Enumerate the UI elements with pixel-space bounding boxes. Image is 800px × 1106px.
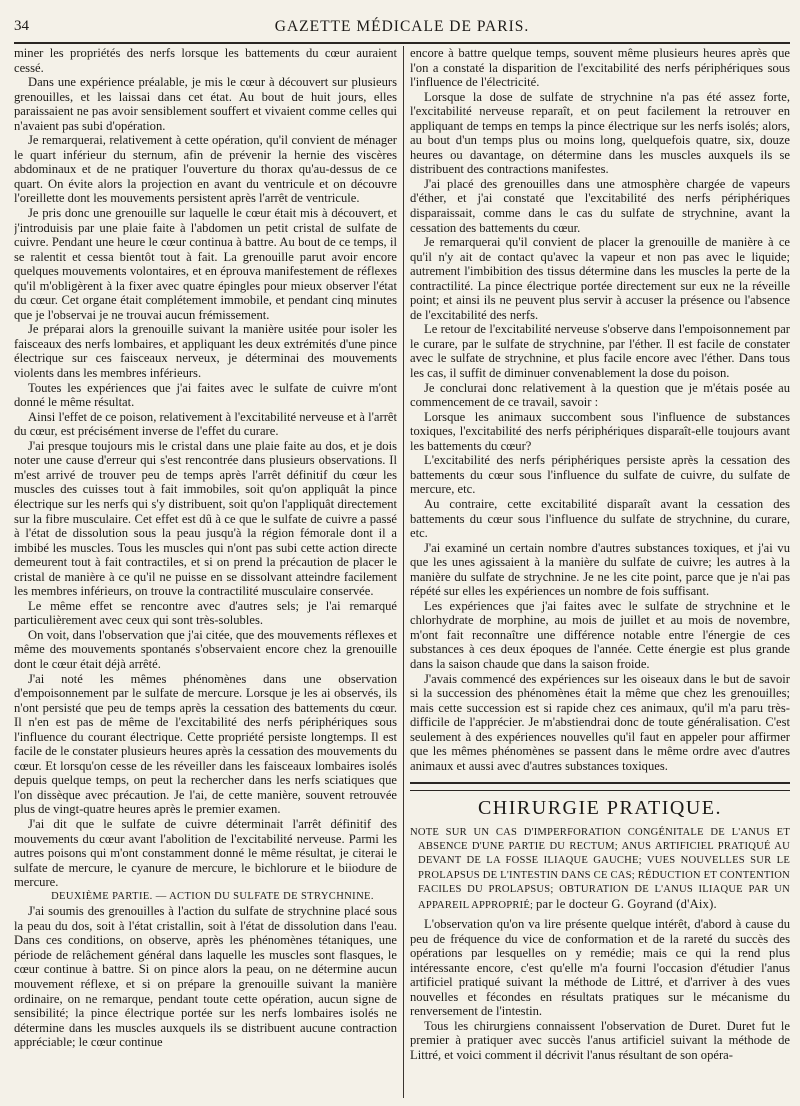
- paragraph: Je préparai alors la grenouille suivant la manière usitée pour isoler les faisceaux des nerfs lombaires, et appliquant les deux extrémités d'une pince électrique sur ces faisceaux nerveux, je déterminai des mouvements violents dans les membres inférieurs.: [14, 322, 397, 381]
- paragraph: Je conclurai donc relativement à la question que je m'étais posée au commencement de ce travail, savoir :: [410, 380, 790, 410]
- header-rule: [14, 42, 790, 44]
- paragraph: J'ai soumis des grenouilles à l'action du sulfate de strychnine placé sous la peau du dos, soit à l'état cristallin, soit à l'état de dissolution dans l'eau. Dans ces conditions, on observe, après les phénomènes tétaniques, une période de relâchement général dans laquelle les muscles sont flasques, le cœur continue à battre. Si on pince alors la peau, on ne détermine aucun mouvement réflexe, et si on prépare la grenouille suivant la manière ordinaire, on ne remarque, pendant toute cette opération, aucun signe de sensibilité; la pince électrique portée sur les nerfs lombaires isolés ne détermine dans les muscles auxquels ils se distribuent aucune contraction appréciable; le cœur continue: [14, 904, 397, 1050]
- paragraph: Je remarquerai qu'il convient de placer la grenouille de manière à ce qu'il n'y ait de contact qu'avec la vapeur et non pas avec le liquide; autrement l'imbibition des tissus détermine dans les muscles la perte de la contractilité. La pince électrique portée directement sur eux ne la réveille point; et ainsi ils ne peuvent plus servir à accuser la présence ou l'absence de l'excitabilité des nerfs.: [410, 235, 790, 322]
- section-rule-thin: [410, 790, 790, 791]
- paragraph: Ainsi l'effet de ce poison, relativement à l'excitabilité nerveuse et à l'arrêt du cœur, est précisément inverse de l'effet du curare.: [14, 409, 397, 439]
- right-column: [410, 46, 790, 1098]
- paragraph: J'ai presque toujours mis le cristal dans une plaie faite au dos, et je dois noter une cause d'erreur qui s'est rencontrée dans plusieurs observations. Il m'est arrivé de trouver peu de temps après l'arrêt définitif du cœur les muscles des cuisses tout à fait immobiles, soit qu'on appliquât la pince électrique sur les nerfs qui s'y distribuent, soit qu'on l'appliquât directement sur la fibre musculaire. Cet effet est dû à ce que le sulfate de cuivre a passé à l'état de dissolution sous la peau jusqu'à la région fémorale dont il a imbibé les muscles. Tous les muscles qui n'ont pas subi cette action directe demeurent tout à fait contractiles, et si on prend la précaution de placer le cristal de manière à ce qu'il ne puisse en se dissolvant atteindre facilement les membres inférieurs, on trouve la contractilité musculaire conservée.: [14, 438, 397, 599]
- paragraph: Au contraire, cette excitabilité disparaît avant la cessation des battements du cœur sous l'influence du sulfate de strychnine, du curare, etc.: [410, 496, 790, 541]
- paragraph: J'ai dit que le sulfate de cuivre déterminait l'arrêt définitif des mouvements du cœur avant l'abolition de l'excitabilité nerveuse. Parmi les autres poisons qui m'ont constamment donné le même résultat, je citerai le sulfate de mercure, le cyanure de mercure, le bichlorure et le biiodure de mercure.: [14, 816, 397, 890]
- paragraph: Lorsque les animaux succombent sous l'influence de substances toxiques, l'excitabilité des nerfs périphériques disparaît-elle toujours avant les battements du cœur?: [410, 409, 790, 453]
- section-rule: [410, 782, 790, 784]
- paragraph: Le même effet se rencontre avec d'autres sels; je l'ai remarqué particulièrement avec ceux qui sont très-solubles.: [14, 598, 397, 628]
- article-heading: [410, 826, 790, 913]
- page-number: 34: [14, 18, 29, 34]
- paragraph: Je pris donc une grenouille sur laquelle le cœur était mis à découvert, et j'introduisis par une plaie faite à l'abdomen un petit cristal de sulfate de cuivre. Pendant une heure le cœur continua à battre. Au bout de ce temps, il se ralentit et cessa bientôt tout à fait. La grenouille parut avoir encore quelques mouvements volontaires, et en éprouva manifestement de réflexes qu'il m'obligèrent à la fixer avec quatre épingles pour mieux observer l'état du cœur. Cet organe était complétement immobile, et pendant cinq minutes que je l'observai je ne trouvai aucun frémissement.: [14, 206, 397, 322]
- paragraph: Les expériences que j'ai faites avec le sulfate de strychnine et le chlorhydrate de morphine, au mois de juillet et au mois de novembre, m'ont fait reconnaître une différence notable entre l'énergie de ces substances à ces deux époques de l'année. Cette énergie est plus grande dans la saison chaude que dans la saison froide.: [410, 598, 790, 671]
- paragraph: Le retour de l'excitabilité nerveuse s'observe dans l'empoisonnement par le curare, par le sulfate de strychnine, par l'éther. Il est facile de constater avec le sulfate de strychnine, et plus facile encore avec l'éther. Dans tous les cas, il suffit de diminuer convenablement la dose du poison.: [410, 322, 790, 381]
- paragraph: Lorsque la dose de sulfate de strychnine n'a pas été assez forte, l'excitabilité nerveuse reparaît, et on peut facilement la retrouver en appliquant de temps en temps la pince électrique sur les nerfs isolés; alors, au bout d'un temps plus ou moins long, quelquefois quatre, six, douze heures ou davantage, on détermine dans les muscles auxquels ils se distribuent des contractions manifestes.: [410, 89, 790, 177]
- paragraph: J'ai examiné un certain nombre d'autres substances toxiques, et j'ai vu que les unes agissaient à la manière du sulfate de cuivre; les autres à la manière du sulfate de strychnine. Je ne les cite point, parce que je n'ai pas répété sur elles les expériences un nombre de fois suffisant.: [410, 540, 790, 599]
- column-divider: [403, 46, 404, 1098]
- paragraph: J'avais commencé des expériences sur les oiseaux dans le but de savoir si la succession des phénomènes était la même que chez les grenouilles; mais cette succession est si rapide chez ces animaux, qu'il m'a paru très-difficile de l'apprécier. Je m'abstiendrai donc de toute généralisation. C'est seulement à des expériences nouvelles qu'il faut en appeler pour affirmer que les mêmes phénomènes se passent dans le même ordre avec d'autres animaux et aussi avec d'autres substances toxiques.: [410, 671, 790, 773]
- journal-title: GAZETTE MÉDICALE DE PARIS.: [274, 18, 530, 35]
- section-title: CHIRURGIE PRATIQUE.: [477, 797, 723, 820]
- paragraph: Je remarquerai, relativement à cette opération, qu'il convient de ménager le quart inférieur du sternum, afin de prévenir la hernie des viscères abdominaux et de ne pratiquer l'ouverture du thorax qu'au-dessus de ce quart. On évite alors la projection en avant du ventricule et on découvre l'oreillette dont les mouvements persistent après l'arrêt de ventricule.: [14, 133, 397, 206]
- paragraph: miner les propriétés des nerfs lorsque les battements du cœur auraient cessé.: [14, 46, 397, 75]
- paragraph: On voit, dans l'observation que j'ai citée, que des mouvements réflexes et même des mouvements spontanés s'observaient encore chez la grenouille dont le cœur était déjà arrêté.: [14, 627, 397, 671]
- page-header: [14, 14, 790, 42]
- article-author: par le docteur G. Goyrand (d'Aix).: [536, 896, 717, 911]
- paragraph: L'excitabilité des nerfs périphériques persiste après la cessation des battements du cœur sous l'influence du sulfate de cuivre, du sulfate de mercure, etc.: [410, 453, 790, 497]
- article-heading-text: NOTE SUR UN CAS D'IMPERFORATION CONGÉNITALE DE L'ANUS ET ABSENCE D'UNE PARTIE DU RECTUM; ANUS ARTIFICIEL PRATIQUÉ AU DEVANT DE LA FOSSE ILIAQUE GAUCHE; VUES NOUVELLES SUR LE PROLAPSUS DE L'INTESTIN DANS CE CAS; RÉDUCTION ET CONTENTION FACILES DU PROLAPSUS; OBTURATION DE L'ANUS ILIAQUE PAR UN APPAREIL APPROPRIÉ;: [410, 826, 790, 911]
- paragraph: J'ai noté les mêmes phénomènes dans une observation d'empoisonnement par le sulfate de mercure. Lorsque je les ai observés, ils n'ont persisté que peu de temps après la cessation des battements du cœur. Il n'en est pas de même de l'excitabilité des nerfs périphériques sous l'influence du courant électrique. Cette propriété persiste longtemps. Il est facile de le constater plusieurs heures après la cessation des mouvements du cœur. Et lorsqu'on cesse de les réveiller dans les faisceaux lombaires isolés depuis quelque temps, on peut la rechercher dans les nerfs sciatiques que l'on dissèque avec précaution. Je l'ai, de cette manière, souvent retrouvée plus de vingt-quatre heures après le premier examen.: [14, 671, 397, 817]
- section-subheading: DEUXIÈME PARTIE. — ACTION DU SULFATE DE STRYCHNINE.: [51, 890, 374, 902]
- left-column: [14, 46, 397, 1098]
- paragraph: Tous les chirurgiens connaissent l'observation de Duret. Duret fut le premier à pratiquer avec succès l'anus artificiel suivant la méthode de Littré, et voici comment il décrivit l'anus résultant de son opéra-: [410, 1018, 790, 1063]
- paragraph: Toutes les expériences que j'ai faites avec le sulfate de cuivre m'ont donné le même résultat.: [14, 380, 397, 410]
- paragraph: J'ai placé des grenouilles dans une atmosphère chargée de vapeurs d'éther, et j'ai constaté que l'excitabilité des nerfs périphériques disparaissait, comme dans le cas du sulfate de strychnine, avant la cessation des battements du cœur.: [410, 176, 790, 235]
- paragraph: encore à battre quelque temps, souvent même plusieurs heures après que l'on a constaté la disparition de l'excitabilité des nerfs périphériques sous l'influence de l'électricité.: [410, 46, 790, 90]
- paragraph: L'observation qu'on va lire présente quelque intérêt, d'abord à cause du peu de fréquence du vice de conformation et de la rareté du succès des opérations par lesquelles on y remédie; mais ce qui la rend plus intéressante encore, c'est qu'elle m'a fourni l'occasion d'étudier l'anus artificiel pratiqué suivant la méthode de Littré, et d'arriver à des vues nouvelles et fécondes en résultats pratiques sur le mécanisme du renversement de l'intestin.: [410, 917, 790, 1019]
- paragraph: Dans une expérience préalable, je mis le cœur à découvert sur plusieurs grenouilles, et les laissai dans cet état. Au bout de huit jours, elles paraissaient ne pas avoir sensiblement souffert et vivaient comme celles qui n'avaient pas subi d'opération.: [14, 75, 397, 133]
